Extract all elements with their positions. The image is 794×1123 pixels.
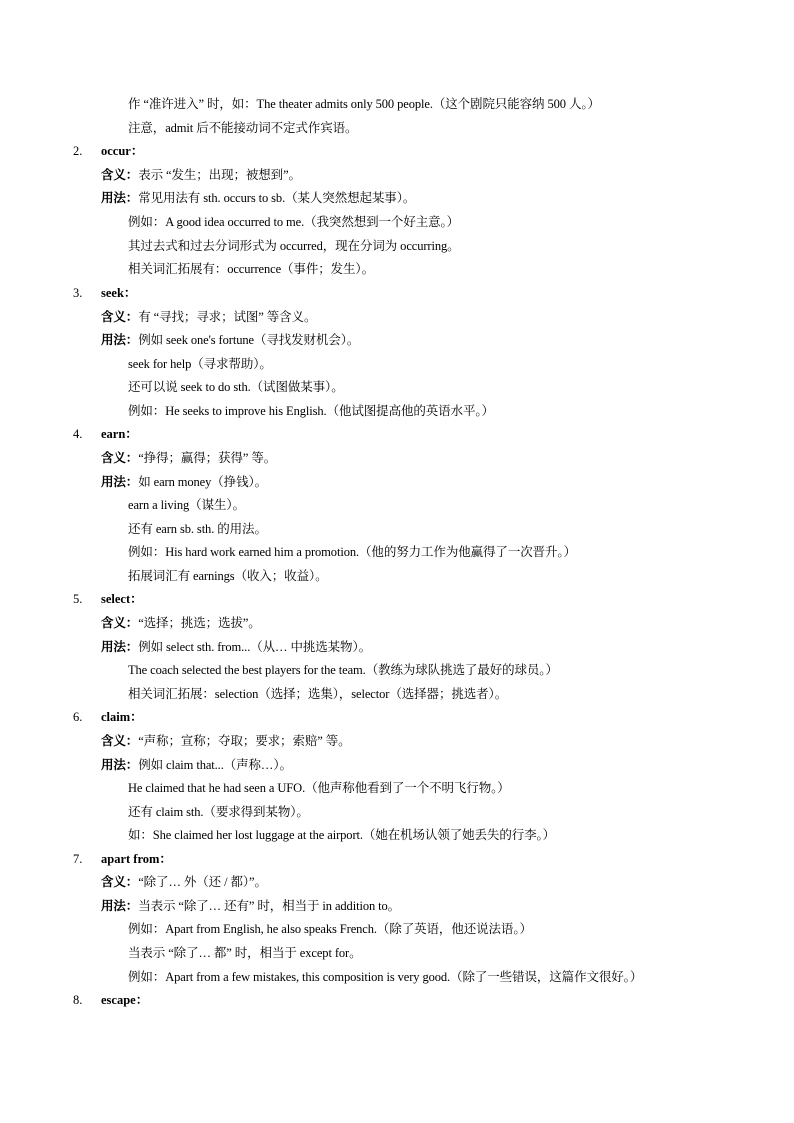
entry-term: earn： — [101, 427, 138, 441]
text-line: 相关词汇拓展有：occurrence（事件；发生）。 — [128, 262, 374, 276]
entry-number: 3. — [73, 286, 83, 300]
text-line: 例如：His hard work earned him a promotion.（他的努力工作为他赢得了一次晋升。） — [128, 545, 576, 559]
meaning-line — [101, 873, 267, 891]
text-line: 拓展词汇有 earnings（收入；收益）。 — [128, 569, 328, 583]
usage-label: 用法： — [101, 758, 139, 772]
text-line: 还可以说 seek to do sth.（试图做某事）。 — [128, 380, 344, 394]
usage-line — [101, 473, 267, 491]
text-line: 还有 earn sb. sth. 的用法。 — [128, 522, 267, 536]
text-line: 其过去式和过去分词形式为 occurred，现在分词为 occurring。 — [128, 239, 460, 253]
meaning-label: 含义： — [101, 616, 139, 630]
entry-term: claim： — [101, 710, 143, 724]
text-line: seek for help（寻求帮助）。 — [128, 357, 272, 371]
usage-label: 用法： — [101, 899, 139, 913]
entry-term: escape： — [101, 993, 149, 1007]
usage-line — [101, 189, 415, 207]
text-line: 当表示 “除了… 都” 时，相当于 except for。 — [128, 946, 362, 960]
meaning-label: 含义： — [101, 734, 139, 748]
usage-label: 用法： — [101, 475, 139, 489]
text-line: 例如：He seeks to improve his English.（他试图提高他的英语水平。） — [128, 404, 494, 418]
usage-label: 用法： — [101, 333, 139, 347]
entry-number: 2. — [73, 144, 83, 158]
meaning-text: 有 “寻找；寻求；试图” 等含义。 — [138, 310, 317, 324]
usage-line — [101, 897, 400, 915]
usage-text: 例如 claim that...（声称…）。 — [138, 758, 292, 772]
text-line: The coach selected the best players for the team.（教练为球队挑选了最好的球员。） — [128, 663, 558, 677]
meaning-label: 含义： — [101, 310, 139, 324]
meaning-line — [101, 449, 276, 467]
text-line: 还有 claim sth.（要求得到某物）。 — [128, 805, 309, 819]
usage-label: 用法： — [101, 640, 139, 654]
usage-text: 例如 select sth. from...（从… 中挑选某物）。 — [138, 640, 371, 654]
text-line: He claimed that he had seen a UFO.（他声称他看到了一个不明飞行物。） — [128, 781, 510, 795]
text-line: 如：She claimed her lost luggage at the airport.（她在机场认领了她丢失的行李。） — [128, 828, 556, 842]
entry-number: 6. — [73, 710, 83, 724]
meaning-line — [101, 732, 351, 750]
meaning-text: 表示 “发生；出现；被想到”。 — [138, 168, 301, 182]
usage-line — [101, 331, 359, 349]
meaning-text: “挣得；赢得；获得” 等。 — [138, 451, 277, 465]
text-line: earn a living（谋生）。 — [128, 498, 245, 512]
usage-line — [101, 638, 371, 656]
text-line: 注意，admit 后不能接动词不定式作宾语。 — [128, 121, 358, 135]
entry-term: apart from： — [101, 852, 172, 866]
entry-term: seek： — [101, 286, 137, 300]
meaning-text: “除了… 外（还 / 都）”。 — [138, 875, 267, 889]
meaning-line — [101, 614, 261, 632]
meaning-line — [101, 308, 316, 326]
usage-text: 常见用法有 sth. occurs to sb.（某人突然想起某事）。 — [138, 191, 416, 205]
usage-label: 用法： — [101, 191, 139, 205]
usage-text: 例如 seek one's fortune（寻找发财机会）。 — [138, 333, 360, 347]
text-line: 例如：Apart from a few mistakes, this composition is very good.（除了一些错误，这篇作文很好。） — [128, 970, 643, 984]
meaning-label: 含义： — [101, 168, 139, 182]
text-line: 例如：Apart from English, he also speaks French.（除了英语，他还说法语。） — [128, 922, 532, 936]
text-line: 例如：A good idea occurred to me.（我突然想到一个好主意。） — [128, 215, 460, 229]
entry-number: 5. — [73, 592, 83, 606]
entry-term: select： — [101, 592, 143, 606]
usage-line — [101, 756, 292, 774]
meaning-label: 含义： — [101, 451, 139, 465]
usage-text: 当表示 “除了… 还有” 时，相当于 in addition to。 — [138, 899, 401, 913]
entry-number: 8. — [73, 993, 83, 1007]
meaning-line — [101, 166, 301, 184]
text-line: 作 “准许进入” 时，如：The theater admits only 500 people.（这个剧院只能容纳 500 人。） — [128, 97, 600, 111]
usage-text: 如 earn money（挣钱）。 — [138, 475, 268, 489]
meaning-text: “选择；挑选；选拔”。 — [138, 616, 261, 630]
entry-term: occur： — [101, 144, 144, 158]
entry-number: 4. — [73, 427, 83, 441]
meaning-text: “声称；宣称；夺取；要求；索赔” 等。 — [138, 734, 351, 748]
text-line: 相关词汇拓展：selection（选择；选集），selector（选择器；挑选者）。 — [128, 687, 508, 701]
meaning-label: 含义： — [101, 875, 139, 889]
entry-number: 7. — [73, 852, 83, 866]
